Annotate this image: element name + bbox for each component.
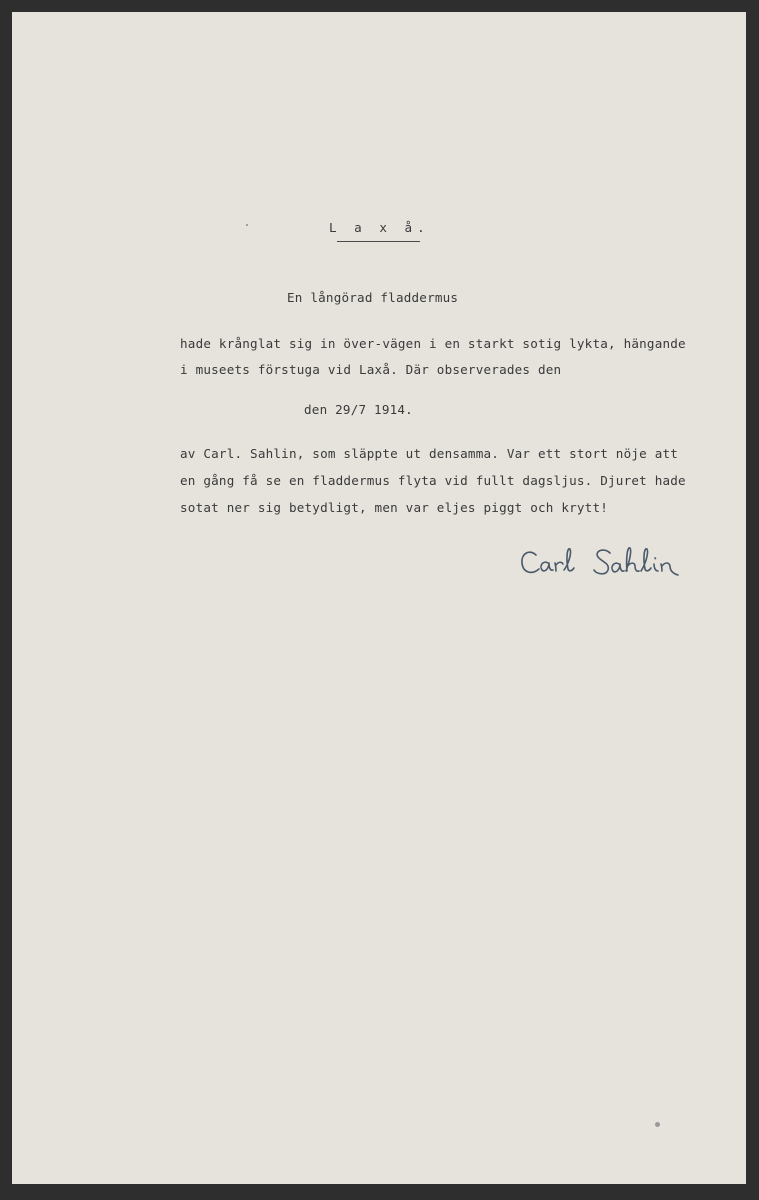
- handwritten-signature: [518, 543, 708, 585]
- paragraph-line: hade krånglat sig in över-vägen i en starkt sotig lykta, hängande: [180, 336, 686, 351]
- date-line: den 29/7 1914.: [304, 402, 413, 417]
- title-underline: [337, 241, 420, 242]
- paper-speck: [655, 1122, 660, 1127]
- document-title: L a x å.: [329, 220, 430, 235]
- paragraph-line: sotat ner sig betydligt, men var eljes piggt och krytt!: [180, 500, 609, 515]
- paragraph-line: en gång få se en fladdermus flyta vid fullt dagsljus. Djuret hade: [180, 473, 686, 488]
- paragraph-line: i museets förstuga vid Laxå. Där observerades den: [180, 362, 562, 377]
- paper-speck: [246, 224, 248, 226]
- document-subtitle: En långörad fladdermus: [287, 290, 459, 305]
- paragraph-line: av Carl. Sahlin, som släppte ut densamma. Var ett stort nöje att: [180, 446, 679, 461]
- paper-sheet: [12, 12, 746, 1184]
